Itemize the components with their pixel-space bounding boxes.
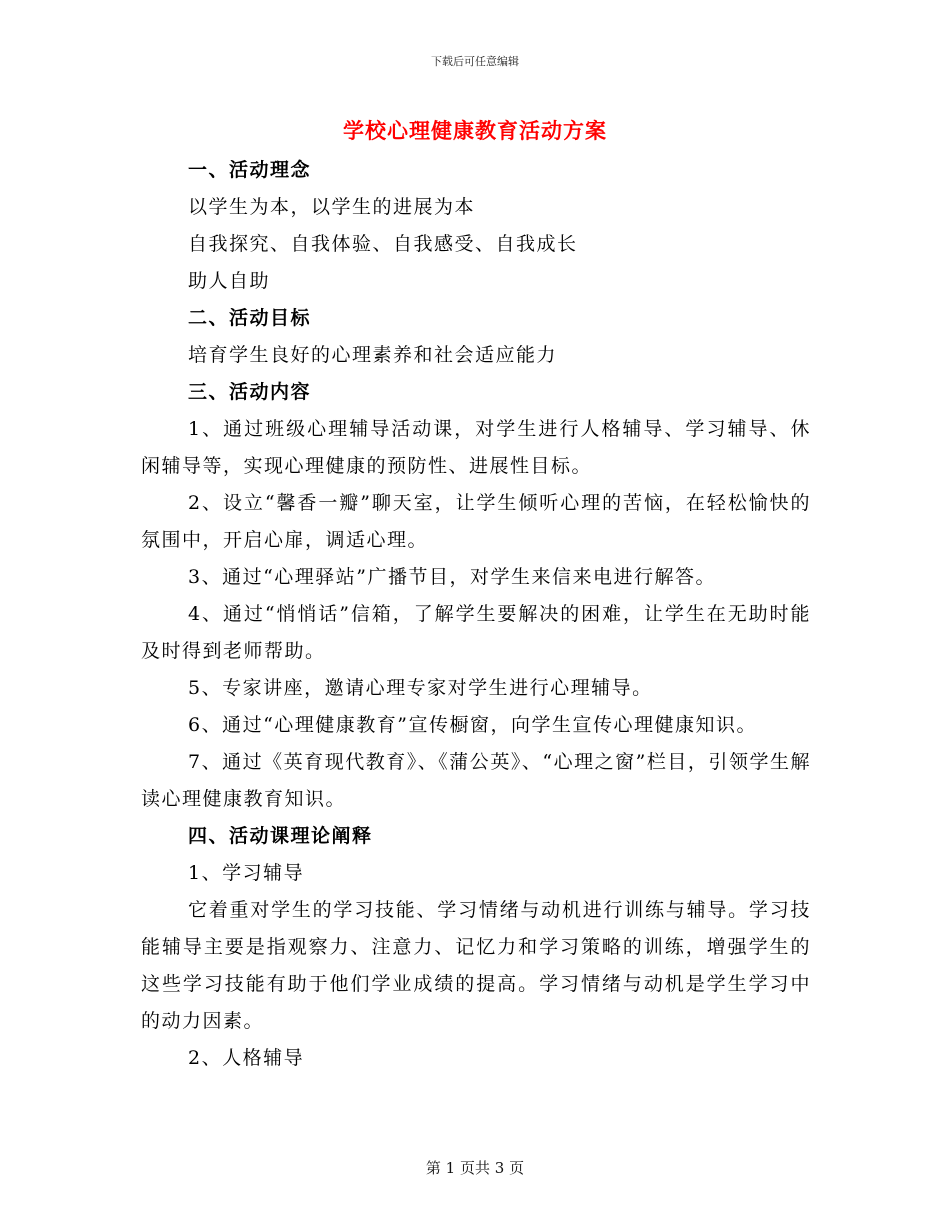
- list-item: 1、通过班级心理辅导活动课，对学生进行人格辅导、学习辅导、休闲辅导等，实现心理健康的预防性、进展性目标。: [141, 418, 811, 477]
- page-header-note: 下载后可任意编辑: [431, 55, 519, 68]
- list-item: 2、设立“馨香一瓣”聊天室，让学生倾听心理的苦恼，在轻松愉快的氛围中，开启心扉，调适心理。: [141, 492, 811, 551]
- section-heading-4: 四、活动课理论阐释: [188, 825, 373, 847]
- document-body: [141, 152, 811, 1077]
- subsection-heading: 1、学习辅导: [188, 862, 305, 884]
- paragraph: 培育学生良好的心理素养和社会适应能力: [188, 344, 558, 366]
- list-item: 3、通过“心理驿站”广播节目，对学生来信来电进行解答。: [188, 566, 717, 588]
- section-heading-3: 三、活动内容: [188, 381, 312, 403]
- subsection-heading: 2、人格辅导: [188, 1047, 305, 1069]
- document-title: 学校心理健康教育活动方案: [343, 118, 607, 143]
- list-item: 6、通过“心理健康教育”宣传橱窗，向学生宣传心理健康知识。: [188, 714, 758, 736]
- section-heading-1: 一、活动理念: [188, 159, 312, 181]
- list-item: 4、通过“悄悄话”信箱，了解学生要解决的困难，让学生在无助时能及时得到老师帮助。: [141, 603, 811, 662]
- paragraph: 它着重对学生的学习技能、学习情绪与动机进行训练与辅导。学习技能辅导主要是指观察力、注意力、记忆力和学习策略的训练，增强学生的这些学习技能有助于他们学业成绩的提高。学习情绪与动机是学生学习中的动力因素。: [141, 899, 811, 1032]
- paragraph: 以学生为本，以学生的进展为本: [188, 196, 476, 218]
- paragraph: 助人自助: [188, 270, 271, 292]
- page-number-footer: 第 1 页共 3 页: [425, 1159, 525, 1177]
- list-item: 7、通过《英育现代教育》、《蒲公英》、“心理之窗”栏目，引领学生解读心理健康教育知识。: [141, 751, 811, 810]
- section-heading-2: 二、活动目标: [188, 307, 312, 329]
- paragraph: 自我探究、自我体验、自我感受、自我成长: [188, 233, 578, 255]
- list-item: 5、专家讲座，邀请心理专家对学生进行心理辅导。: [188, 677, 653, 699]
